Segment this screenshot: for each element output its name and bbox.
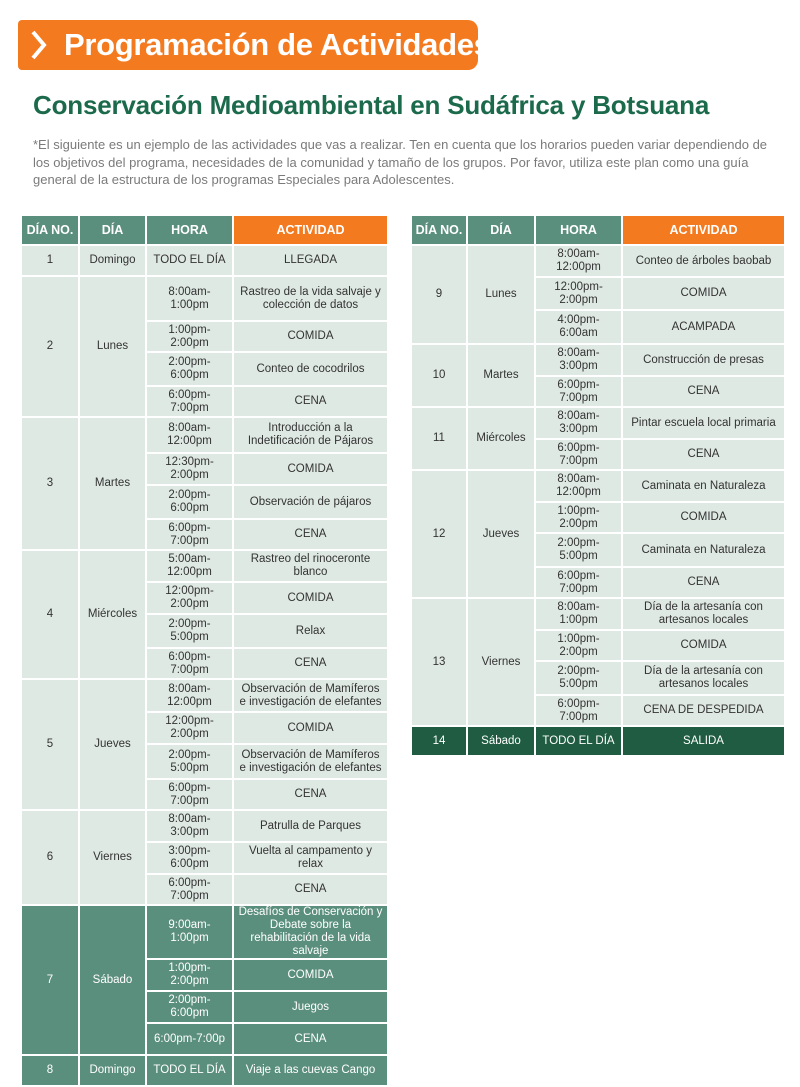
time-slot: 8:00am-12:00pm: [147, 418, 232, 452]
time-slot: 9:00am-1:00pm: [147, 906, 232, 958]
activity: CENA: [623, 568, 784, 597]
day-name: Sábado: [80, 906, 145, 1054]
activity: CENA: [234, 1024, 387, 1054]
time-slot: 1:00pm-2:00pm: [536, 631, 621, 660]
day-number: 13: [412, 599, 466, 725]
time-slot: 1:00pm-2:00pm: [536, 503, 621, 532]
disclaimer-note: *El siguiente es un ejemplo de las actividades que vas a realizar. Ten en cuenta que los horarios pueden variar dependiendo de los objetivos del programa, necesidades de la comunidad y tamaño de los grupos. Por favor, utiliza este plan como una guía general de la estructura de los programas Especiales para Adolescentes.: [33, 137, 768, 187]
col-header-day-no: DÍA NO.: [22, 216, 78, 244]
day-name: Jueves: [468, 471, 534, 597]
activity: Conteo de cocodrilos: [234, 353, 387, 385]
time-slot: 6:00pm-7:00pm: [536, 696, 621, 725]
time-slot: 5:00am-12:00pm: [147, 551, 232, 581]
day-number: 12: [412, 471, 466, 597]
day-name: Lunes: [80, 277, 145, 416]
time-slot: TODO EL DÍA: [147, 246, 232, 275]
table-row: [22, 418, 387, 452]
activity: SALIDA: [623, 727, 784, 755]
activity: Relax: [234, 615, 387, 647]
table-row: [412, 471, 784, 501]
day-name: Martes: [468, 345, 534, 406]
time-slot: 8:00am-3:00pm: [536, 345, 621, 375]
day-number: 11: [412, 408, 466, 469]
activity: COMIDA: [234, 583, 387, 613]
activity: Rastreo de la vida salvaje y colección de datos: [234, 277, 387, 320]
activity: CENA: [234, 875, 387, 904]
time-slot: 8:00am-1:00pm: [147, 277, 232, 320]
activity: Día de la artesanía con artesanos locales: [623, 662, 784, 694]
table-row: [22, 1056, 387, 1085]
time-slot: 12:30pm-2:00pm: [147, 454, 232, 484]
table-row: [412, 345, 784, 375]
col-header-day: DÍA: [80, 216, 145, 244]
table-row: [22, 906, 387, 958]
time-slot: 6:00pm-7:00p: [147, 1024, 232, 1054]
activity: Patrulla de Parques: [234, 811, 387, 841]
time-slot: 2:00pm-5:00pm: [536, 662, 621, 694]
col-header-activity: ACTIVIDAD: [234, 216, 387, 244]
activity: Conteo de árboles baobab: [623, 246, 784, 276]
activity: Juegos: [234, 992, 387, 1022]
activity: CENA DE DESPEDIDA: [623, 696, 784, 725]
day-number: 6: [22, 811, 78, 904]
page-subtitle: Conservación Medioambiental en Sudáfrica y Botsuana: [33, 90, 710, 120]
time-slot: 8:00am-12:00pm: [536, 471, 621, 501]
time-slot: 8:00am-3:00pm: [147, 811, 232, 841]
header-row: [412, 216, 784, 244]
time-slot: 12:00pm-2:00pm: [147, 713, 232, 743]
time-slot: 6:00pm-7:00pm: [147, 649, 232, 678]
time-slot: 8:00am-1:00pm: [536, 599, 621, 629]
table-row: [22, 277, 387, 320]
activity: CENA: [234, 387, 387, 416]
time-slot: 6:00pm-7:00pm: [147, 387, 232, 416]
time-slot: TODO EL DÍA: [147, 1056, 232, 1085]
day-name: Viernes: [468, 599, 534, 725]
activity: Construcción de presas: [623, 345, 784, 375]
day-number: 5: [22, 680, 78, 809]
time-slot: 1:00pm-2:00pm: [147, 322, 232, 351]
activity: Observación de Mamíferos e investigación de elefantes: [234, 745, 387, 778]
activity: COMIDA: [234, 960, 387, 990]
day-name: Miércoles: [80, 551, 145, 678]
activity: COMIDA: [234, 322, 387, 351]
time-slot: 2:00pm-6:00pm: [147, 353, 232, 385]
table-row: [22, 680, 387, 711]
time-slot: 2:00pm-5:00pm: [536, 534, 621, 566]
day-number: 10: [412, 345, 466, 406]
col-header-activity: ACTIVIDAD: [623, 216, 784, 244]
schedule-table-right: [410, 214, 786, 757]
table-row: [22, 811, 387, 841]
activity: Pintar escuela local primaria: [623, 408, 784, 438]
day-name: Domingo: [80, 246, 145, 275]
time-slot: 8:00am-12:00pm: [536, 246, 621, 276]
schedule-table-left: [20, 214, 389, 1087]
time-slot: 8:00am-12:00pm: [147, 680, 232, 711]
day-number: 8: [22, 1056, 78, 1085]
time-slot: 12:00pm-2:00pm: [147, 583, 232, 613]
activity: Rastreo del rinoceronte blanco: [234, 551, 387, 581]
activity: COMIDA: [623, 278, 784, 309]
activity: Vuelta al campamento y relax: [234, 843, 387, 873]
time-slot: 1:00pm-2:00pm: [147, 960, 232, 990]
activity: CENA: [623, 377, 784, 406]
day-number: 14: [412, 727, 466, 755]
time-slot: 2:00pm-6:00pm: [147, 486, 232, 518]
page-title: Programación de Actividades: [64, 27, 491, 62]
activity: CENA: [234, 520, 387, 549]
table-row: [22, 246, 387, 275]
table-row: [412, 246, 784, 276]
day-number: 4: [22, 551, 78, 678]
time-slot: 8:00am-3:00pm: [536, 408, 621, 438]
day-number: 7: [22, 906, 78, 1054]
time-slot: 6:00pm-7:00pm: [147, 780, 232, 809]
time-slot: 6:00pm-7:00pm: [147, 520, 232, 549]
time-slot: 6:00pm-7:00pm: [536, 440, 621, 469]
day-name: Domingo: [80, 1056, 145, 1085]
activity: CENA: [234, 649, 387, 678]
title-banner: [18, 20, 491, 70]
chevron-right-icon: [28, 29, 50, 61]
activity: Desafíos de Conservación y Debate sobre la rehabilitación de la vida salvaje: [234, 906, 387, 958]
activity: Introducción a la Indetificación de Pájaros: [234, 418, 387, 452]
time-slot: 12:00pm-2:00pm: [536, 278, 621, 309]
day-number: 9: [412, 246, 466, 343]
table-row: [412, 727, 784, 755]
activity: COMIDA: [234, 713, 387, 743]
activity: CENA: [623, 440, 784, 469]
activity: Observación de pájaros: [234, 486, 387, 518]
activity: COMIDA: [623, 631, 784, 660]
time-slot: 6:00pm-7:00pm: [536, 568, 621, 597]
time-slot: 6:00pm-7:00pm: [147, 875, 232, 904]
activity: COMIDA: [623, 503, 784, 532]
day-name: Jueves: [80, 680, 145, 809]
activity: Caminata en Naturaleza: [623, 534, 784, 566]
activity: Caminata en Naturaleza: [623, 471, 784, 501]
table-row: [412, 408, 784, 438]
activity: Día de la artesanía con artesanos locales: [623, 599, 784, 629]
col-header-day: DÍA: [468, 216, 534, 244]
header-row: [22, 216, 387, 244]
activity: CENA: [234, 780, 387, 809]
day-name: Viernes: [80, 811, 145, 904]
col-header-time: HORA: [147, 216, 232, 244]
time-slot: 6:00pm-7:00pm: [536, 377, 621, 406]
time-slot: 3:00pm-6:00pm: [147, 843, 232, 873]
activity: ACAMPADA: [623, 311, 784, 343]
table-row: [412, 599, 784, 629]
time-slot: TODO EL DÍA: [536, 727, 621, 755]
day-name: Martes: [80, 418, 145, 549]
activity: COMIDA: [234, 454, 387, 484]
day-number: 2: [22, 277, 78, 416]
activity: LLEGADA: [234, 246, 387, 275]
day-name: Lunes: [468, 246, 534, 343]
time-slot: 2:00pm-5:00pm: [147, 745, 232, 778]
time-slot: 2:00pm-6:00pm: [147, 992, 232, 1022]
time-slot: 2:00pm-5:00pm: [147, 615, 232, 647]
time-slot: 4:00pm-6:00am: [536, 311, 621, 343]
col-header-day-no: DÍA NO.: [412, 216, 466, 244]
day-number: 3: [22, 418, 78, 549]
col-header-time: HORA: [536, 216, 621, 244]
day-name: Sábado: [468, 727, 534, 755]
activity: Viaje a las cuevas Cango: [234, 1056, 387, 1085]
table-row: [22, 551, 387, 581]
day-number: 1: [22, 246, 78, 275]
activity: Observación de Mamíferos e investigación de elefantes: [234, 680, 387, 711]
day-name: Miércoles: [468, 408, 534, 469]
